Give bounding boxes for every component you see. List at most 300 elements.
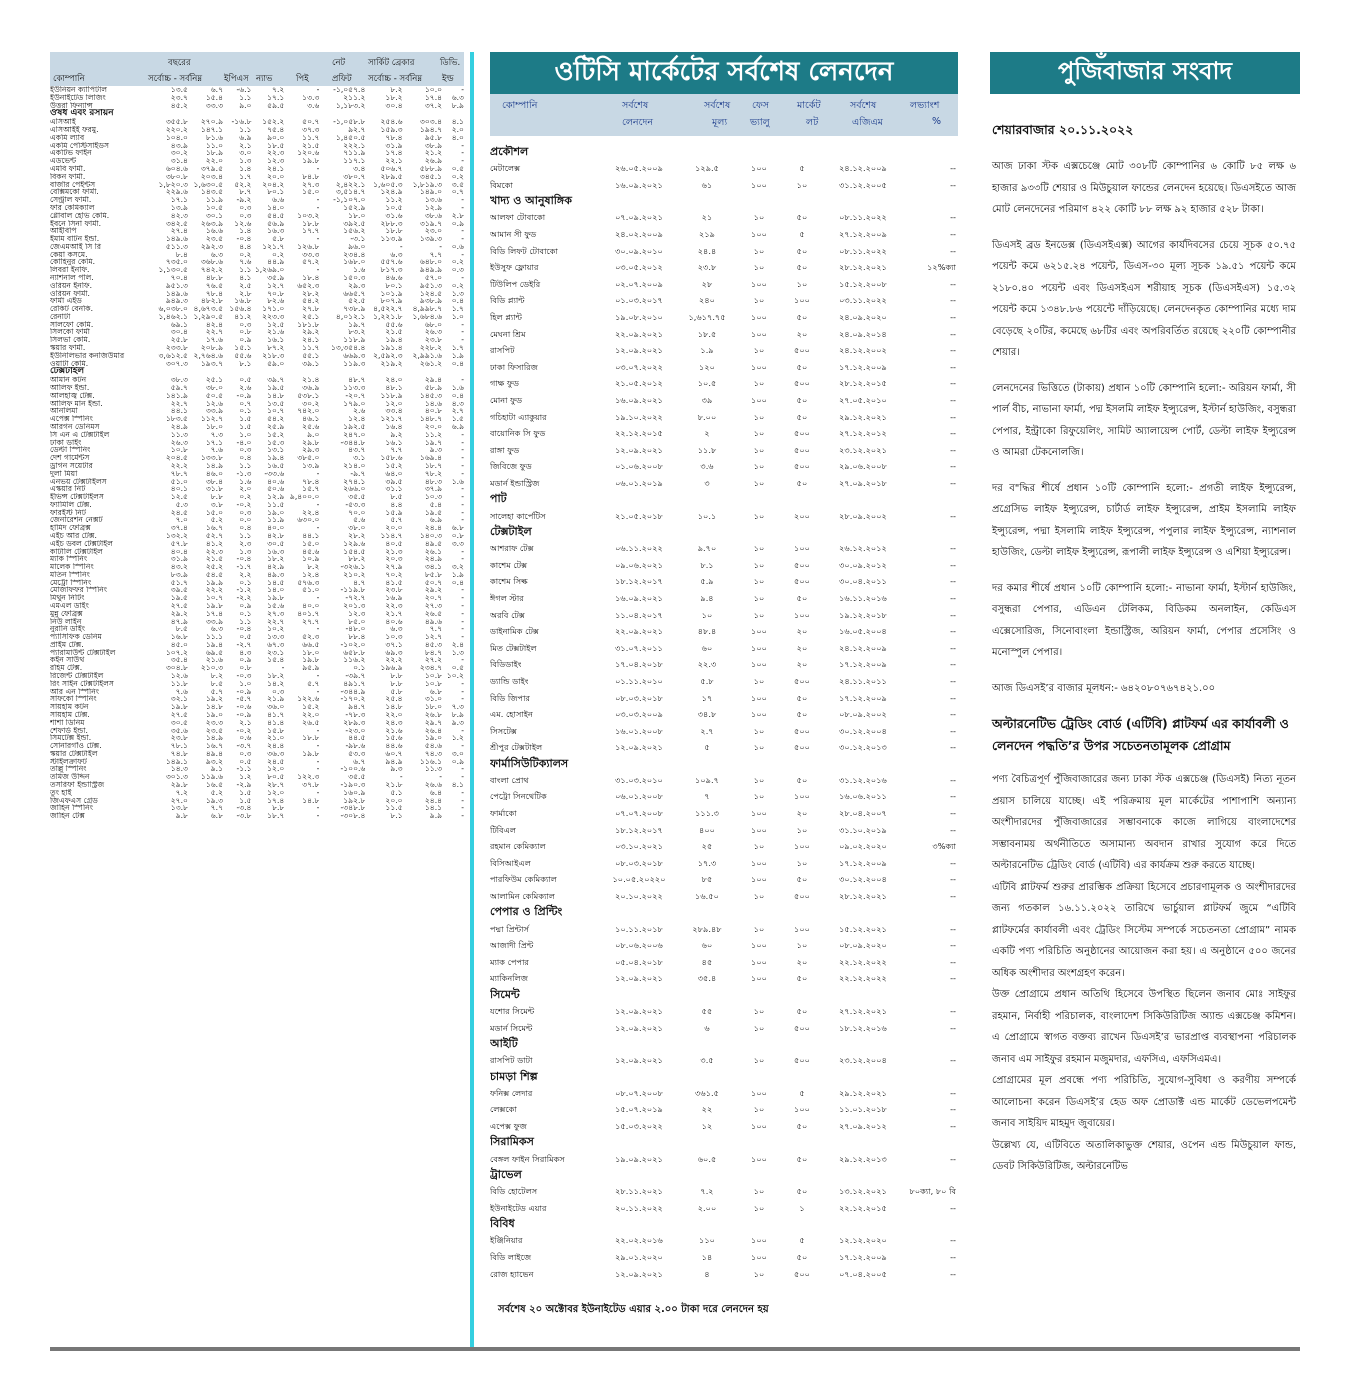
table-cell: -- (950, 808, 957, 819)
table-cell: ৮.১ (390, 812, 403, 820)
table-cell: -- (950, 1006, 957, 1017)
table-cell: ২৪.৯ (170, 423, 188, 431)
table-cell: ১০.১ (697, 510, 717, 521)
table-cell: ১৩.৯ (302, 461, 320, 470)
table-cell: ১৬.৮ (170, 633, 188, 641)
table-cell: ১৯.৭ (348, 320, 366, 329)
header-maxmin: সর্বোচ্চ - সর্বনিম্ন (148, 74, 203, 84)
table-cell: ১.২ (239, 773, 252, 781)
table-cell: ৫৯.০ (267, 359, 285, 368)
section-row (490, 756, 956, 772)
table-row (50, 516, 464, 524)
table-cell: ৪৩.২ (170, 563, 188, 571)
table-row (50, 797, 464, 805)
table-cell: ৩.৬ (307, 101, 320, 110)
table-cell: ১১.৫ (385, 804, 403, 813)
table-cell: -১০২.০ (340, 640, 366, 649)
company-name: গচিহাটা এ্যাকুয়ার (490, 411, 547, 422)
table-cell: ১০৩.২ (297, 211, 320, 220)
table-cell: ৫.৮ (272, 235, 285, 243)
table-cell: ৩০৩.৪ (419, 118, 443, 127)
company-name: ইউসুফ ফ্লোয়ার (490, 262, 539, 273)
table-cell: -০.৯ (236, 391, 252, 400)
company-name: বিসিআইএল (490, 857, 531, 868)
table-cell: ১৫.৭ (302, 485, 320, 494)
table-cell: ২৪.০২.২০০৯ (615, 229, 663, 240)
table-cell: - (461, 157, 464, 166)
table-cell: ১৫.২ (385, 461, 403, 470)
table-row (50, 415, 464, 423)
table-cell: ৫৪.৬ (424, 742, 443, 750)
table-cell: ১৭.১২.২০০৯ (839, 692, 887, 703)
company-name: রোজ হ্যাভেন (490, 1268, 534, 1279)
table-cell: ৫.৮ (700, 675, 714, 686)
table-row (50, 633, 464, 641)
company-name: ম্যাক পেপার (490, 956, 529, 967)
table-row (50, 478, 464, 486)
table-cell: ২৭.১২.২০২১ (839, 1006, 887, 1017)
table-cell: ৫.৮ (390, 687, 403, 696)
table-cell: -৩.৪ (236, 804, 252, 813)
table-cell: ১৯.৩ (205, 796, 224, 805)
company-name: ন্যাশনাল পলি. (50, 273, 94, 282)
table-cell: ১১.৯ (205, 196, 224, 204)
table-cell: ১০০ (794, 609, 810, 620)
table-cell: ১৫৬.২ (343, 227, 366, 236)
table-cell: ৪৫.৩ (424, 640, 443, 649)
company-name: রহমান কেমিক্যাল (490, 841, 546, 852)
table-cell: -- (950, 1202, 957, 1213)
table-cell: ১০.৫ (385, 203, 403, 212)
table-cell: ০৮.১১.২০২২ (839, 245, 887, 256)
stock-table (50, 86, 464, 820)
table-row (490, 408, 956, 425)
table-cell: ১০ (753, 461, 765, 472)
table-cell: ১৫৯.৩ (380, 126, 403, 134)
table-cell: ৯৫১.৩ (419, 281, 443, 290)
table-cell: ২১৯ (699, 229, 715, 240)
table-cell: ০.১ (353, 664, 366, 673)
table-cell: ২৪.০ (385, 376, 403, 385)
table-cell: ১০০ (751, 874, 767, 885)
company-name: আনলিমা (50, 407, 78, 416)
table-cell: ২২.০২.২০১৬ (615, 1235, 663, 1246)
section-label: পেপার ও প্রিন্টিং (490, 905, 563, 919)
table-cell: ১৪৭.১ (200, 126, 224, 134)
table-cell: ১১১.৩ (695, 808, 719, 819)
table-cell: ১২.৬ (205, 399, 224, 408)
table-cell: ১৩,৩৫৪.৪ (330, 344, 366, 352)
table-cell: ৪৪.৯ (267, 258, 285, 267)
table-cell: ১৮.৫ (697, 328, 717, 339)
section-row (490, 1134, 956, 1150)
table-row (50, 126, 464, 134)
table-cell: - (461, 547, 464, 556)
table-cell: ৫৭৬.৩ (297, 578, 320, 587)
table-cell: ৯৪.৯ (385, 757, 403, 766)
section-row (490, 1167, 956, 1183)
table-cell: ১৫০.৩ (343, 273, 366, 282)
table-cell: ১২৪.৫ (419, 289, 443, 298)
company-name: জেএমআই সি রি (50, 242, 102, 251)
table-cell: ৪৫ (701, 956, 713, 967)
table-cell: ২.৩ (239, 539, 252, 548)
table-cell: ২৬.৯ (424, 157, 443, 166)
table-cell: ২৮.০৪.২০০৭ (839, 808, 887, 819)
table-cell: ৮.৮ (272, 804, 285, 813)
table-cell: ২.৭ (700, 725, 714, 736)
table-cell: ৫০ (796, 262, 808, 273)
company-name: একমি ল্যাব (50, 133, 85, 142)
table-cell: ১৬.০৯.২০২১ (615, 592, 663, 603)
news-paragraph-top-turnover: লেনদেনের ভিত্তিতে (টাকায়) প্রধান ১০টি কোম্পানি হলো:- অরিয়ন ফার্মা, সী পার্ল বীচ, নাভানা ফার্মা, পদ্ম ইসলমি লাইফ ইন্স্যুরেন্স, ইস্টার্ন হাউজিং, বসুন্ধরা পেপার, ইন্ট্রাকো রিফুয়েলিং, সামিট অ্যালায়েন্স পোর্ট, ডেল্টা লাইফ ইন্স্যুরেন্স ও আমরা টেকনোলজি। (992, 382, 1296, 458)
table-cell: ১৯.৪ (205, 640, 224, 649)
table-cell: ৩৭.৯ (424, 485, 443, 494)
table-cell: ১২.০ (267, 765, 285, 774)
table-cell: ২০ (796, 328, 808, 339)
table-cell: ২১.৫ (302, 141, 320, 150)
table-cell: ০৭.০৯.২০২১ (615, 212, 663, 223)
table-row (50, 618, 464, 626)
table-cell: -২.৭ (236, 640, 252, 649)
table-cell: - (316, 524, 320, 532)
table-cell: ১০ (753, 592, 765, 603)
table-cell: ৮৫ (701, 874, 713, 885)
company-name: আলিফ মান ইন্ডা. (50, 399, 103, 408)
table-cell: ১৯.৯ (205, 578, 224, 587)
table-cell: ৩৭.১ (385, 640, 403, 649)
table-cell: ১৪.৮ (385, 703, 403, 711)
table-cell: ১৭.১ (267, 93, 285, 102)
table-cell: ১০ (753, 444, 765, 455)
table-row (490, 1232, 956, 1249)
stock-table-panel (50, 52, 464, 1304)
table-cell: ২৮৯.৪৮ (692, 923, 722, 934)
table-cell: -১.৭ (236, 563, 252, 571)
table-cell: ২৩.০ (424, 227, 443, 236)
table-cell: ১৭.১২.২০০৯ (839, 361, 887, 372)
company-name: সিমটেক্স ইন্ডা. (50, 734, 92, 743)
table-cell: ৩০.৫ (267, 539, 285, 548)
table-cell: ৮০.১ (385, 281, 403, 290)
table-cell: ৫২.৩ (302, 633, 320, 641)
table-cell: ৮৮.৪ (348, 633, 366, 641)
table-cell: - (316, 203, 320, 212)
table-cell: ৬৫৮.৮ (343, 648, 366, 657)
table-cell: ১০ (753, 774, 765, 785)
table-cell: ১৪.০ (267, 203, 285, 212)
table-cell: -১৬.৮ (231, 118, 252, 127)
table-row (50, 524, 464, 532)
table-cell: ১৫.০৭.২০১৯ (615, 1104, 663, 1115)
table-cell: -৭৮.৩ (345, 710, 366, 719)
table-cell: ৫ (799, 163, 805, 174)
table-cell: ১৯.১০.২০২২ (615, 411, 663, 422)
table-cell: ২৬.১২.২০১২ (839, 543, 887, 554)
table-row (490, 1183, 956, 1200)
table-cell: ১৮.০ (424, 703, 443, 711)
table-cell: ১০ (753, 923, 765, 934)
company-name: এসিআই (50, 118, 76, 127)
header-agm: সর্বশেষ (850, 100, 877, 111)
table-cell: ২৫.৪ (385, 695, 403, 704)
table-cell: - (461, 446, 464, 455)
table-cell: ১৭.৬ (205, 336, 224, 344)
table-cell: ১২০ (699, 361, 715, 372)
table-cell: ৫১১.৩ (165, 242, 188, 251)
table-cell: ১৪১.৯ (165, 391, 188, 400)
table-cell: ২২.১২.২০১৫ (839, 1202, 887, 1213)
table-cell: ৭১১.৯ (343, 149, 366, 158)
table-cell: ৫০ (796, 395, 808, 406)
company-name: সালফো কেমি. (50, 320, 94, 329)
table-cell: -৩.৭ (236, 742, 252, 750)
table-cell: ০.৭ (239, 399, 252, 408)
table-cell: ৬১ (701, 179, 713, 190)
table-cell: ২৭.১২.২০১২ (839, 428, 887, 439)
table-cell: ০.৩ (239, 203, 252, 212)
table-cell: ০৬.০১.২০০৮ (615, 791, 663, 802)
table-cell: ১৫৮.৬ (380, 454, 403, 462)
table-row (50, 649, 464, 657)
table-row (490, 458, 956, 475)
table-cell: ১৭১.০ (262, 305, 285, 313)
table-cell: ১.৫ (451, 415, 464, 424)
table-row (50, 235, 464, 243)
table-cell: ১০ (753, 559, 765, 570)
table-cell: ১০০ (794, 543, 810, 554)
table-cell: ১৮৩.৫ (165, 415, 188, 424)
table-cell: ৯,৪০০.০ (289, 493, 320, 501)
table-cell: ২০৪.৫ (165, 454, 188, 462)
table-row (50, 742, 464, 750)
table-cell: ৩৯.১ (302, 359, 320, 368)
table-cell: ২১.৫ (205, 555, 224, 564)
company-name: সিলকো ফার্মা (50, 328, 90, 337)
table-row (490, 160, 956, 177)
company-name: রিজেন্ট টেক্সটাইল (50, 672, 104, 680)
table-cell: ১৬.১ (385, 438, 403, 447)
table-cell: ৫০ (796, 212, 808, 223)
table-cell: ২৮.২ (302, 289, 320, 298)
otc-table-header (490, 94, 958, 136)
table-cell: ২৮.১১.২০২১ (615, 1186, 663, 1197)
table-cell: ১৯.৮ (205, 602, 224, 610)
company-name: দেশ গার্মেন্টস (50, 454, 90, 462)
table-cell: ৪৫.৬ (302, 547, 320, 556)
company-name: হিল প্ল্যান্ট (490, 312, 523, 323)
table-row (50, 243, 464, 251)
table-cell: ২৪.৯ (424, 555, 443, 564)
table-cell: ৮৪.৮ (302, 172, 320, 181)
table-row (490, 309, 956, 326)
table-cell: ১৪.০ (267, 586, 285, 595)
table-row (50, 305, 464, 313)
company-name: তুং হাই (50, 788, 72, 797)
company-name: জিএফএস গ্রেড (50, 796, 98, 805)
table-cell: ১৮.২ (267, 555, 285, 564)
table-cell: ১০ (753, 841, 765, 852)
table-cell: ১০০ (751, 312, 767, 323)
section-row (490, 1036, 956, 1052)
table-row (50, 750, 464, 758)
table-cell: -- (950, 543, 957, 554)
table-cell: ৩৫.৪ (170, 656, 188, 665)
table-cell: -৩৪৪.৮ (340, 438, 366, 447)
table-cell: ১৫৬.৪ (229, 305, 252, 313)
table-cell: ০.৪ (451, 359, 464, 368)
table-cell: ৩০.১২.২০০৪ (839, 874, 887, 885)
table-cell: ২.০ (451, 126, 464, 134)
header-last-trade: সর্বশেষ (622, 100, 649, 111)
table-cell: ১৯.৫ (424, 508, 443, 517)
table-cell: - (316, 500, 320, 509)
otc-market-panel (490, 52, 958, 1342)
company-name: আমান সী ফুড (490, 229, 537, 240)
table-cell: ০.৮ (239, 664, 252, 673)
table-cell: ৮.১ (239, 359, 252, 368)
table-cell: ২২.০ (385, 710, 403, 719)
table-cell: ২৪.১ (267, 165, 285, 173)
table-cell: ০.৩ (239, 508, 252, 517)
table-cell: - (461, 141, 464, 150)
table-cell: ৮.১ (700, 559, 714, 570)
table-cell: ১০ (753, 1104, 765, 1115)
table-cell: ১.৯ (700, 345, 714, 356)
table-cell: ১৫.০৩.২০২২ (615, 1120, 663, 1131)
table-cell: ২০৮.৯ (200, 344, 224, 352)
table-cell: ০.২ (239, 250, 252, 259)
table-cell: ১১৩.৯ (380, 235, 403, 243)
table-cell: ২৮.১২.২০১৫ (839, 378, 887, 389)
table-row (50, 423, 464, 431)
table-cell: ৬৯.৫ (205, 648, 224, 657)
company-name: বাংলা প্রোথ (490, 774, 529, 785)
table-cell: ৭৮.৪ (385, 133, 403, 142)
table-cell: ১০.৩ (424, 493, 443, 501)
table-cell: ২০ (796, 956, 808, 967)
company-name: জাহিন স্পিনিং (50, 804, 93, 813)
table-cell: ৩০.২ (302, 399, 320, 408)
table-cell: - (281, 664, 285, 673)
table-cell: ৪৬.০ (205, 469, 224, 478)
table-cell: -১,১০৭.০ (333, 196, 366, 204)
table-cell: ১০ (753, 1202, 765, 1213)
table-cell: ৫০০ (794, 891, 810, 902)
table-cell: ১৩৯.৩ (419, 235, 443, 243)
table-cell: - (461, 812, 464, 820)
table-cell: ৪০.৫ (385, 539, 403, 548)
table-cell: ২১.৫ (385, 328, 403, 337)
table-cell: ০.৯ (451, 219, 464, 228)
table-cell: ১,১৩০.৫ (158, 266, 188, 274)
table-cell: ৯৩৮.৯ (419, 297, 443, 306)
table-row (50, 586, 464, 594)
company-name: ইউনাইটেড লিজিং (50, 93, 106, 102)
table-cell: ৪০.০ (267, 524, 285, 532)
table-cell: ৫৪.২ (267, 415, 285, 424)
table-cell: ৫ (799, 229, 805, 240)
table-cell: - (461, 430, 464, 439)
table-cell: ১০০ (751, 1235, 767, 1246)
table-cell: - (461, 273, 464, 282)
table-cell: ৪১.৪ (267, 718, 285, 727)
table-cell: ১২১.৭ (380, 415, 403, 424)
table-cell: ১৭.১ (170, 196, 188, 204)
table-cell: - (399, 773, 403, 781)
company-name: কইন সাউথ (50, 656, 85, 665)
company-name: ইমাম বাটন ইন্ডা. (50, 235, 100, 243)
company-name: এডভেন্ট (50, 157, 77, 166)
table-cell: ৫ (799, 1235, 805, 1246)
table-cell: ৩০.০৪.২০১১ (839, 576, 887, 587)
section-row (490, 1069, 956, 1085)
table-cell: ৪৭.৯ (170, 617, 188, 626)
table-cell: ১৬০.৯ (343, 788, 366, 797)
table-row (50, 344, 464, 352)
table-row (50, 297, 464, 305)
table-cell: ৭.৬ (239, 258, 252, 267)
table-cell: - (461, 376, 464, 385)
company-name: হামিদ ফেব্রিক্স (50, 524, 91, 532)
table-cell: ১২.৭ (267, 281, 285, 290)
company-name: স্কয়ার টেক্সটাইল (50, 749, 98, 758)
table-cell: ১৭৯.০ (343, 399, 366, 408)
table-cell: ১৯১.৪ (380, 344, 403, 352)
table-cell: ১৭.৪ (267, 796, 285, 805)
table-cell: ১৫.০ (302, 539, 320, 548)
table-cell: - (461, 726, 464, 735)
table-row (490, 1265, 956, 1282)
table-cell: ৫.৩ (175, 500, 188, 509)
table-cell: ২.০ (239, 485, 252, 494)
table-cell: ২০.০ (385, 796, 403, 805)
table-row (50, 789, 464, 797)
company-name: জেনারেশন নেক্সট (50, 516, 103, 525)
table-cell: ১.৭ (451, 344, 464, 352)
table-cell: ৭.৭ (390, 446, 403, 455)
section-label: ঔষধ এবং রসায়ন (50, 109, 114, 119)
table-cell: ০.২ (239, 493, 252, 501)
table-cell: ২৭৪.১ (343, 477, 366, 486)
table-cell: ৩.৫ (451, 180, 464, 189)
table-row (50, 251, 464, 259)
table-cell: ১৫.৯ (385, 508, 403, 517)
table-row (50, 563, 464, 571)
table-cell: ১৬.৬ (205, 227, 224, 236)
table-row (490, 1052, 956, 1069)
table-cell: ১৮.৪ (302, 273, 320, 282)
table-cell: - (461, 461, 464, 470)
table-cell: - (461, 804, 464, 813)
table-cell: ২২.০ (205, 157, 224, 166)
table-cell: ৫৫৭.৬ (380, 258, 403, 267)
table-cell: ৮১.৬ (205, 133, 224, 142)
section-row (490, 524, 956, 540)
table-cell: ০.৬ (239, 734, 252, 743)
table-cell: ৫.২ (210, 516, 224, 525)
table-cell: ৫০ (796, 1006, 808, 1017)
table-row (50, 274, 464, 282)
table-cell: ২৯.২ (170, 609, 188, 618)
table-cell: ০.১ (239, 609, 252, 618)
header-agm-sub: এজিএম (852, 117, 883, 128)
table-cell: ১০০ (751, 1087, 767, 1098)
company-name: ওরিয়ন ফার্মা. (50, 289, 90, 298)
table-cell: ১৩.৩ (302, 93, 320, 102)
company-name: ফার্মা এইড (50, 297, 82, 306)
table-cell: ১১.১ (205, 633, 224, 641)
